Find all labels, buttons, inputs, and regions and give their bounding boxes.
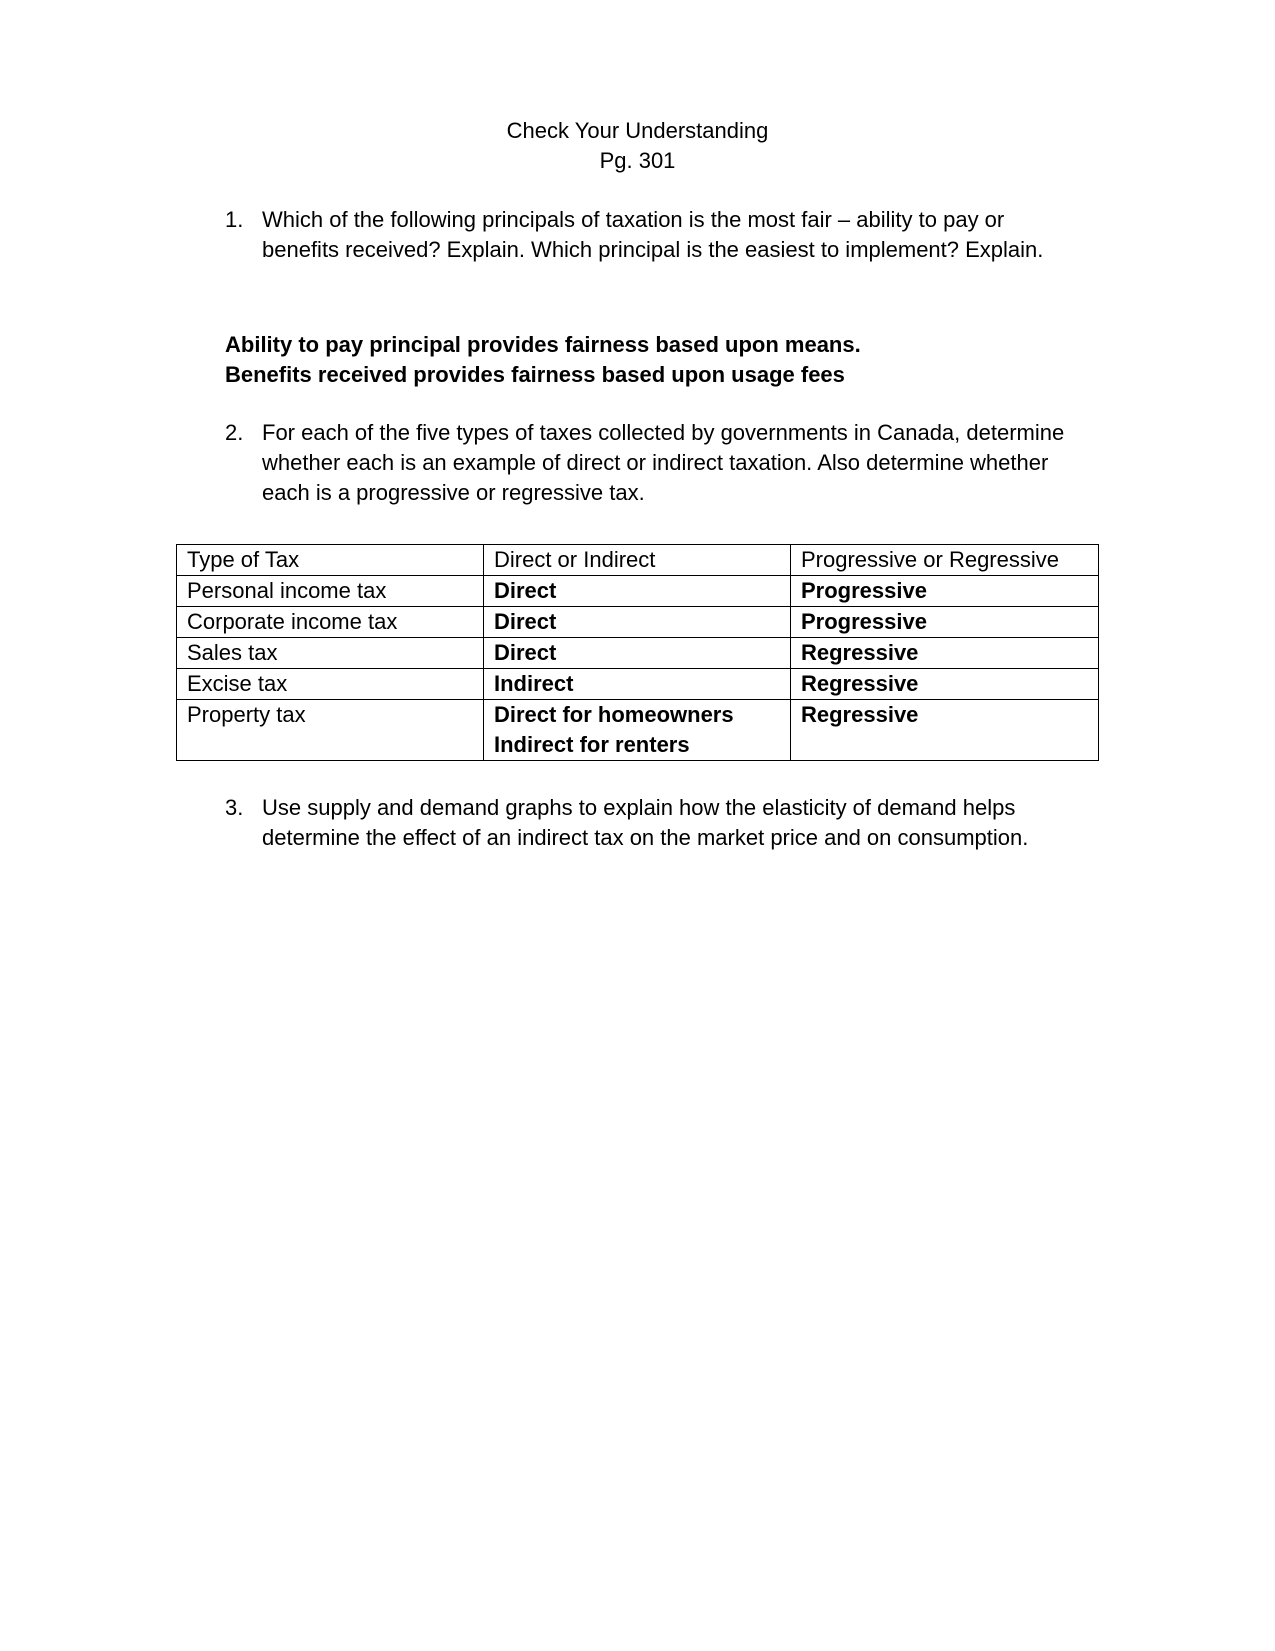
question-text: Which of the following principals of taxation is the most fair – ability to pay or benefits received? Explain. Which principal is the easiest to implement? Explain. xyxy=(262,207,1044,262)
cell-line: Direct for homeowners xyxy=(494,702,734,727)
answer-line: Ability to pay principal provides fairness based upon means. xyxy=(225,332,861,357)
table-row xyxy=(177,576,1099,607)
page-title: Check Your Understanding xyxy=(506,118,769,143)
progressive-regressive-cell: Regressive xyxy=(791,669,1099,700)
tax-type-cell: Excise tax xyxy=(177,669,484,700)
direct-indirect-cell: Indirect xyxy=(484,669,791,700)
direct-indirect-cell xyxy=(484,700,791,761)
column-header: Direct or Indirect xyxy=(484,545,791,576)
tax-classification-table xyxy=(176,544,1099,761)
question-text: For each of the five types of taxes collected by governments in Canada, determine whether each is an example of direct or indirect taxation. Also determine whether each is a progressive or regressive tax. xyxy=(262,420,1065,505)
question-number: 2. xyxy=(225,420,244,445)
direct-indirect-cell: Direct xyxy=(484,607,791,638)
answer-line: Benefits received provides fairness based upon usage fees xyxy=(225,362,845,387)
column-header: Progressive or Regressive xyxy=(791,545,1099,576)
direct-indirect-cell: Direct xyxy=(484,638,791,669)
table-row xyxy=(177,669,1099,700)
question-text: Use supply and demand graphs to explain how the elasticity of demand helps determine the effect of an indirect tax on the market price and on consumption. xyxy=(262,795,1029,850)
table-row xyxy=(177,607,1099,638)
question-3 xyxy=(225,793,1105,853)
tax-type-cell: Sales tax xyxy=(177,638,484,669)
progressive-regressive-cell: Progressive xyxy=(791,576,1099,607)
table-row xyxy=(177,638,1099,669)
page-header xyxy=(0,116,1275,176)
question-2 xyxy=(225,418,1065,508)
progressive-regressive-cell: Progressive xyxy=(791,607,1099,638)
progressive-regressive-cell: Regressive xyxy=(791,638,1099,669)
answer-1 xyxy=(225,330,1105,390)
direct-indirect-cell: Direct xyxy=(484,576,791,607)
question-number: 1. xyxy=(225,207,244,232)
cell-line: Indirect for renters xyxy=(494,732,690,757)
tax-type-cell: Personal income tax xyxy=(177,576,484,607)
tax-type-cell: Corporate income tax xyxy=(177,607,484,638)
question-1 xyxy=(225,205,1065,265)
column-header: Type of Tax xyxy=(177,545,484,576)
table-row xyxy=(177,700,1099,761)
page-reference: Pg. 301 xyxy=(599,148,676,173)
question-number: 3. xyxy=(225,795,244,820)
progressive-regressive-cell: Regressive xyxy=(791,700,1099,761)
table-header-row xyxy=(177,545,1099,576)
tax-type-cell: Property tax xyxy=(177,700,484,761)
